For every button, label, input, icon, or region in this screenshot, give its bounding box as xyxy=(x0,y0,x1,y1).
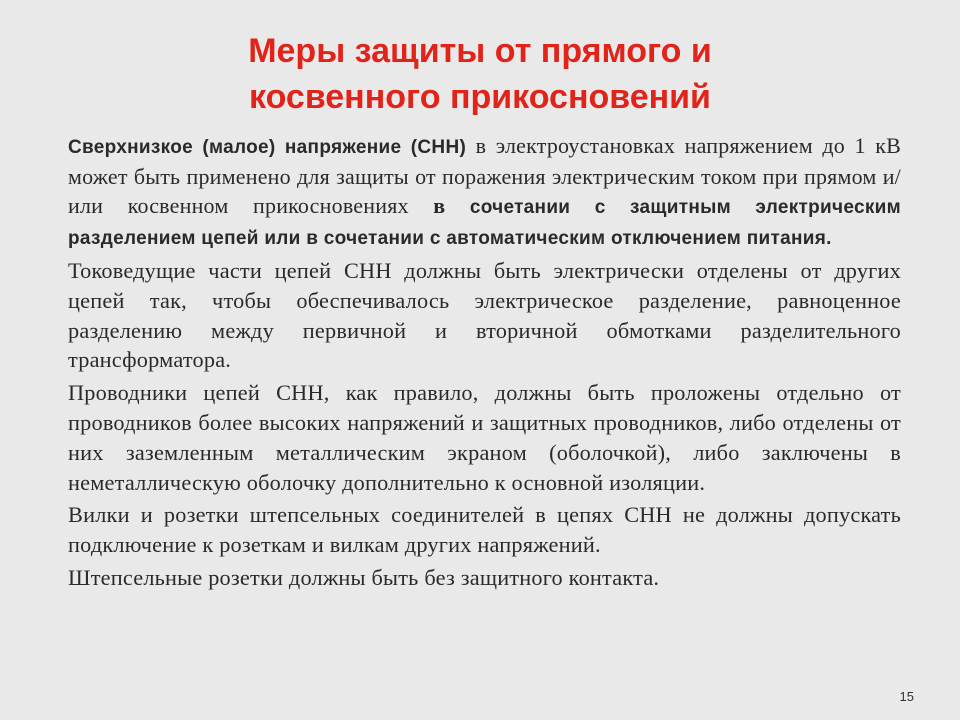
snn-combination-prefix: в xyxy=(433,193,446,218)
paragraph-live-parts-separation: Токоведущие части цепей СНН должны быть электрически отделены от других цепей так, чтобы обеспечивалось электрическое разделение, равноценное разделению между первичной и вторичной обмотками разделительного трансформатора. xyxy=(68,258,901,373)
slide-title xyxy=(90,28,870,120)
slide-title-line-2: косвенного прикосновений xyxy=(249,78,711,116)
snn-definition-text: в электроустановках напряжением до 1 кВ может быть применено для защиты от поражения электрическим током при прямом и/или косвенном прикосновениях xyxy=(68,133,901,218)
paragraph-snn-definition xyxy=(68,131,901,253)
paragraph-plugs-sockets: Вилки и розетки штепсельных соединителей в цепях СНН не должны допускать подключение к розеткам и вилкам других напряжений. xyxy=(68,502,901,558)
paragraph-socket-no-protective-contact: Штепсельные розетки должны быть без защитного контакта. xyxy=(68,564,660,590)
page-number: 15 xyxy=(899,689,914,704)
snn-combination-text: сочетании с защитным электрическим разделением цепей или в сочетании с автоматическим отключением питания. xyxy=(68,197,901,249)
slide-body xyxy=(68,131,901,596)
slide-title-line-1: Меры защиты от прямого и xyxy=(248,32,712,70)
paragraph-conductor-routing: Проводники цепей СНН, как правило, должны быть проложены отдельно от проводников более высоких напряжений и защитных проводников, либо отделены от них заземленным металлическим экраном (оболочкой), либо заключены в неметаллическую оболочку дополнительно к основной изоляции. xyxy=(68,380,901,495)
snn-term: Сверхнизкое (малое) напряжение (СНН) xyxy=(68,137,467,158)
